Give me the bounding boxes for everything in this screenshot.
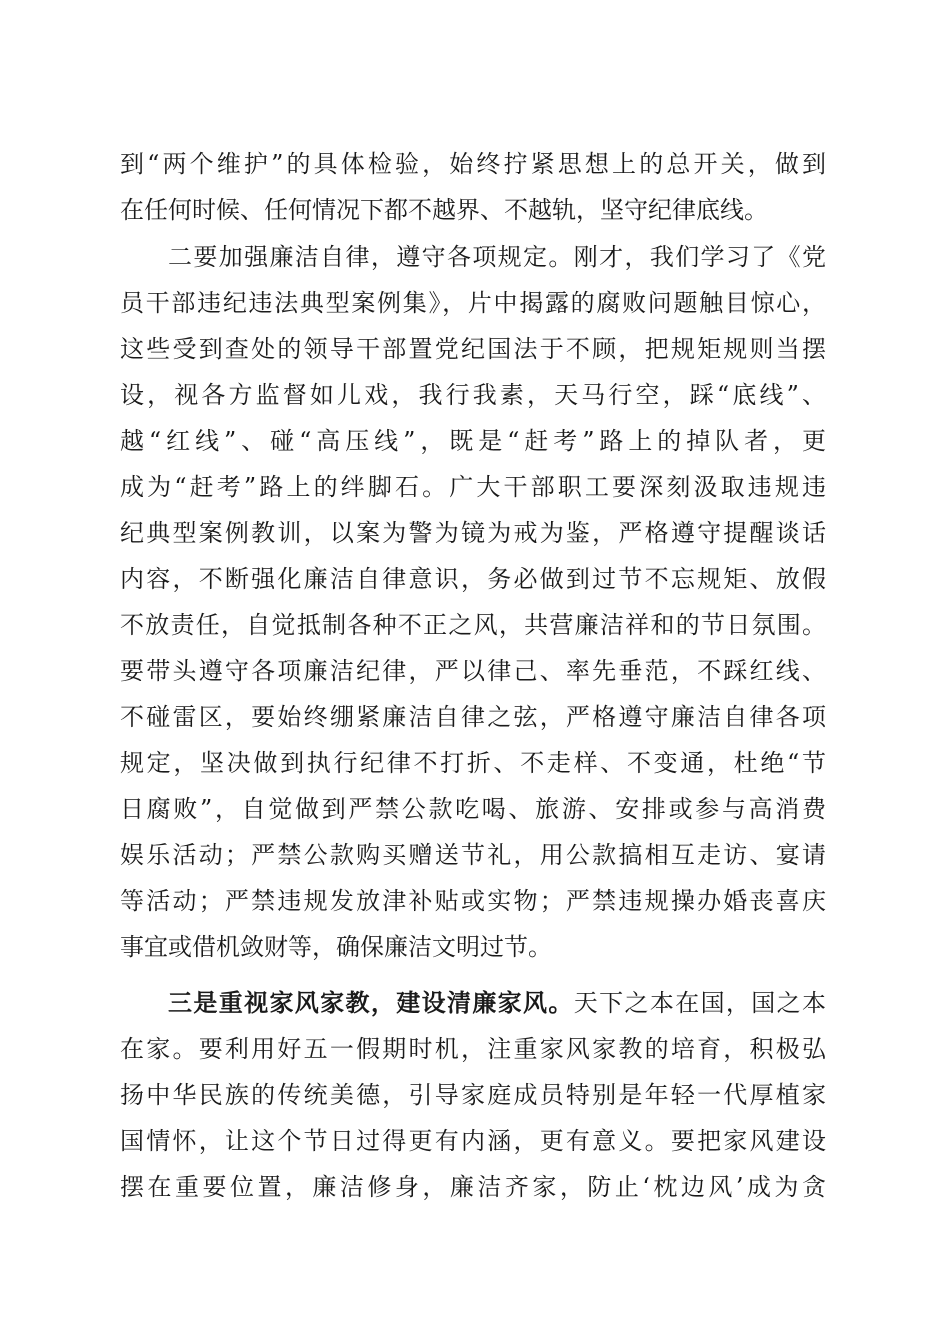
paragraph-2-line-15: 等活动；严禁违规发放津补贴或实物；严禁违规操办婚丧喜庆 bbox=[120, 887, 826, 915]
paragraph-3-line-4: 国情怀，让这个节日过得更有内涵，更有意义。要把家风建设 bbox=[120, 1127, 826, 1155]
paragraph-2-line-8: 内容，不断强化廉洁自律意识，务必做到过节不忘规矩、放假 bbox=[120, 565, 826, 593]
paragraph-3-line-1-rest: 天下之本在国，国之本 bbox=[573, 989, 826, 1017]
paragraph-2-line-6: 成为“赶考”路上的绊脚石。广大干部职工要深刻汲取违规违 bbox=[120, 473, 826, 501]
paragraph-3-line-3: 扬中华民族的传统美德，引导家庭成员特别是年轻一代厚植家 bbox=[120, 1081, 826, 1109]
paragraph-1-line-2: 在任何时候、任何情况下都不越界、不越轨，坚守纪律底线。 bbox=[120, 196, 768, 224]
paragraph-2-line-4: 设，视各方监督如儿戏，我行我素，天马行空，踩“底线”、 bbox=[120, 381, 826, 409]
paragraph-2-line-14: 娱乐活动；严禁公款购买赠送节礼，用公款搞相互走访、宴请 bbox=[120, 841, 826, 869]
paragraph-3-line-1 bbox=[168, 985, 826, 1021]
paragraph-2-line-1: 二要加强廉洁自律，遵守各项规定。刚才，我们学习了《党 bbox=[168, 243, 826, 271]
paragraph-2-line-11: 不碰雷区，要始终绷紧廉洁自律之弦，严格遵守廉洁自律各项 bbox=[120, 703, 826, 731]
paragraph-3-line-2: 在家。要利用好五一假期时机，注重家风家教的培育，积极弘 bbox=[120, 1035, 826, 1063]
paragraph-2-line-12: 规定，坚决做到执行纪律不打折、不走样、不变通，杜绝“节 bbox=[120, 749, 826, 777]
paragraph-3-line-5: 摆在重要位置，廉洁修身，廉洁齐家，防止‘枕边风’成为贪 bbox=[120, 1173, 826, 1201]
paragraph-3-heading: 三是重视家风家教，建设清廉家风。 bbox=[168, 988, 574, 1017]
paragraph-2-line-7: 纪典型案例教训，以案为警为镜为戒为鉴，严格遵守提醒谈话 bbox=[120, 519, 826, 547]
paragraph-2-line-16: 事宜或借机敛财等，确保廉洁文明过节。 bbox=[120, 933, 552, 961]
paragraph-2-line-10: 要带头遵守各项廉洁纪律，严以律己、率先垂范，不踩红线、 bbox=[120, 657, 826, 685]
paragraph-2-line-2: 员干部违纪违法典型案例集》，片中揭露的腐败问题触目惊心， bbox=[120, 289, 826, 317]
paragraph-2-line-13: 日腐败”，自觉做到严禁公款吃喝、旅游、安排或参与高消费 bbox=[120, 795, 826, 823]
paragraph-1-line-1: 到“两个维护”的具体检验，始终拧紧思想上的总开关，做到 bbox=[120, 150, 826, 178]
paragraph-2-line-3: 这些受到查处的领导干部置党纪国法于不顾，把规矩规则当摆 bbox=[120, 335, 826, 363]
paragraph-2-line-5: 越“红线”、碰“高压线”，既是“赶考”路上的掉队者，更 bbox=[120, 427, 826, 455]
paragraph-2-line-9: 不放责任，自觉抵制各种不正之风，共营廉洁祥和的节日氛围。 bbox=[120, 611, 826, 639]
